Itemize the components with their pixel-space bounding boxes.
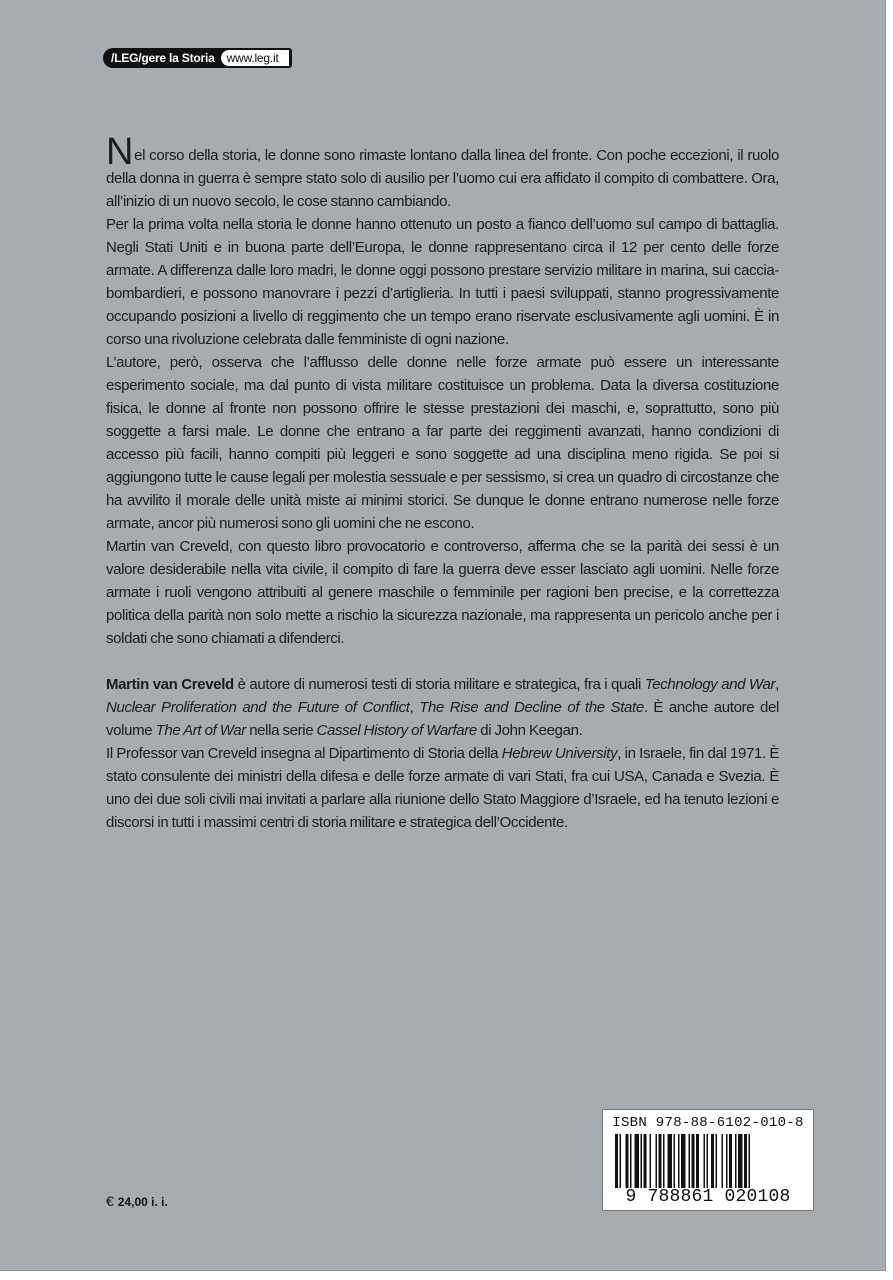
isbn-barcode	[602, 1109, 814, 1211]
paragraph-1	[106, 131, 779, 213]
bio-text: , in Israele, fin dal 1971. È stato consulente dei ministri della difesa e delle forze armate di vari Stati, fra cui USA, Canada e Svezia. È uno dei due soli civili mai invitati a parlare alla riunione dello Stato Maggiore d’Israele, ed ha tenuto lezioni e discorsi in tutti i massimi centri di storia militare e strategica dell’Occidente.	[106, 745, 780, 831]
series-title: Cassel History of Warfare	[316, 722, 477, 739]
barcode-bar	[668, 1134, 673, 1188]
barcode-bar	[674, 1134, 676, 1188]
price	[106, 1193, 168, 1209]
barcode-bar	[663, 1134, 665, 1188]
paragraph-4: Martin van Creveld, con questo libro provocatorio e controverso, afferma che se la parità dei sessi è un valore desiderabile nella vita civile, il compito di fare la guerra deve esser lasciato agli uomini. Nelle forze armate i ruoli vengono attribuiti al genere maschile o femminile per ragioni ben precise, e la correttezza politica della parità non solo mette a rischio la sicurezza nazionale, ma rappresenta un pericolo anche per i soldati che sono chiamati a difenderci.	[106, 538, 779, 647]
barcode-bar	[738, 1134, 743, 1188]
barcode-bar	[735, 1134, 737, 1188]
book-title: Nuclear Proliferation and the Future of Conflict	[106, 699, 410, 716]
euro-symbol: €	[106, 1193, 114, 1209]
barcode-bar	[615, 1134, 618, 1188]
paragraph-1-text: el corso della storia, le donne sono rimaste lontano dalla linea del fronte. Con poche eccezioni, il ruolo della donna in guerra è sempre stato solo di ausilio per l’uomo cui era affidato il compito di combattere. Ora, all’inizio di un nuovo secolo, le cose stanno cambiando.	[106, 147, 779, 210]
paragraph-2: Per la prima volta nella storia le donne hanno ottenuto un posto a fianco dell’uomo sul campo di battaglia. Negli Stati Uniti e in buona parte dell’Europa, le donne rappresentano circa il 12 per cento delle forze armate. A differenza dalle loro madri, le donne oggi possono prestare servizio militare in marina, sui caccia-bombardieri, e possono manovrare i pezzi d’artiglieria. In tutti i paesi sviluppati, stanno progressivamente occupando posizioni a livello di reggimento che un tempo erano riservate esclusivamente agli uomini. È in corso una rivoluzione celebrata dalle femministe di ogni nazione.	[106, 216, 779, 348]
barcode-bar	[635, 1134, 640, 1188]
barcode-bar	[704, 1134, 706, 1188]
barcode-bar	[744, 1134, 747, 1188]
barcode-bar	[626, 1134, 629, 1188]
barcode-bar	[696, 1134, 699, 1188]
barcode-bar	[707, 1134, 709, 1188]
author-bio-2	[106, 742, 779, 834]
barcode-bar	[620, 1134, 622, 1188]
barcode-bar	[656, 1134, 658, 1188]
paragraph-3: L’autore, però, osserva che l’afflusso delle donne nelle forze armate può essere un interessante esperimento sociale, ma dal punto di vista militare costituisce un problema. Data la diversa costituzione fisica, le donne al fronte non possono offrire le stesse prestazioni dei maschi, e, soprattutto, sono più soggette a farsi male. Le donne che entrano a far parte dei reggimenti avanzati, hanno condizioni di accesso più facili, hanno compiti più leggeri e sono soggette ad una disciplina meno rigida. Se poi si aggiungono tutte le cause legali per molestia sessuale e per sessismo, si crea un quadro di circostanze che ha avvilito il morale delle unità miste ai minimi storici. Se dunque le donne entrano numerose nelle forze armate, ancor più numerosi sono gli uomini che ne escono.	[106, 354, 779, 532]
barcode-bar	[644, 1134, 647, 1188]
publisher-logo	[103, 48, 292, 68]
barcode-bar	[726, 1134, 728, 1188]
barcode-bar	[716, 1134, 718, 1188]
drop-cap: N	[106, 131, 134, 173]
blurb-text	[106, 131, 780, 834]
barcode-bar	[722, 1134, 724, 1188]
bio-text: è autore di numerosi testi di storia militare e strategica, fra i quali	[233, 676, 645, 693]
author-bio-1	[106, 673, 779, 742]
barcode-bar	[711, 1134, 714, 1188]
bio-text: ,	[409, 699, 420, 716]
bio-text: nella serie	[245, 722, 317, 739]
barcode-bar	[729, 1134, 732, 1188]
price-amount: 24,00 i. i.	[117, 1195, 168, 1209]
barcode-bar	[689, 1134, 691, 1188]
university-name: Hebrew University	[501, 745, 618, 762]
barcode-bar	[659, 1134, 662, 1188]
logo-url: www.leg.it	[221, 50, 289, 66]
author-name: Martin van Creveld	[106, 676, 234, 693]
barcode-graphic	[611, 1134, 805, 1188]
barcode-bar	[650, 1134, 652, 1188]
barcode-bar	[749, 1134, 751, 1188]
barcode-digits: 9 788861 020108	[625, 1187, 791, 1207]
bio-text: Il Professor van Creveld insegna al Dipartimento di Storia della	[106, 745, 502, 762]
bio-text: ,	[775, 676, 779, 693]
barcode-bar	[692, 1134, 695, 1188]
barcode-bar	[630, 1134, 632, 1188]
book-title: Technology and War	[644, 676, 776, 693]
book-title: The Art of War	[155, 722, 246, 739]
isbn-label: ISBN 978-88-6102-010-8	[612, 1115, 804, 1131]
bio-text: . È anche autore del volume	[106, 699, 779, 739]
barcode-bar	[641, 1134, 643, 1188]
barcode-bar	[681, 1134, 686, 1188]
logo-name: /LEG/gere la Storia	[111, 51, 215, 65]
bio-text: di John Keegan.	[476, 722, 583, 739]
book-title: The Rise and Decline of the State	[419, 699, 644, 716]
barcode-bar	[678, 1134, 680, 1188]
